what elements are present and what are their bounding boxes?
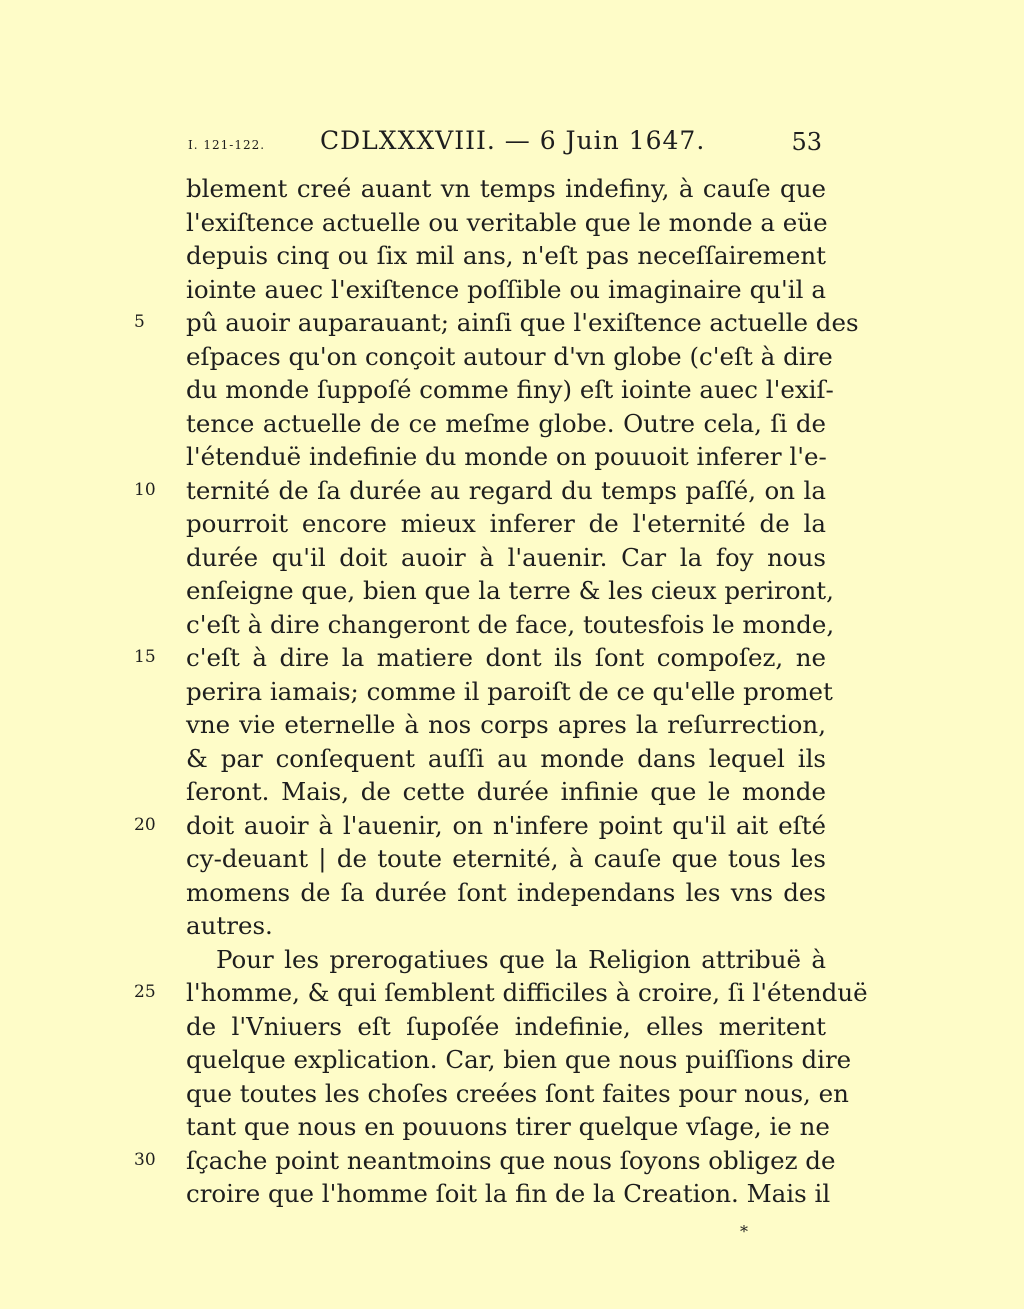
text-line <box>134 306 859 340</box>
text-line <box>186 909 826 943</box>
line-text: durée qu'il doit auoir à l'auenir. Car la foy nous <box>186 542 826 572</box>
line-text: vne vie eternelle à nos corps apres la reſurrection, <box>186 710 826 739</box>
line-text: iointe auec l'exiſtence poſſible ou imaginaire qu'il a <box>186 274 826 304</box>
text-line <box>186 541 826 575</box>
text-line <box>186 943 826 977</box>
line-text: que toutes les choſes creées ſont faites pour nous, en <box>186 1078 849 1108</box>
text-line <box>186 340 833 374</box>
text-line <box>186 206 826 240</box>
text-line <box>134 809 826 843</box>
text-line <box>186 1010 826 1044</box>
text-line <box>186 1077 849 1111</box>
line-text: depuis cinq ou ſix mil ans, n'eſt pas neceſſairement <box>186 241 826 270</box>
footer-asterisk: * <box>740 1222 748 1241</box>
line-text: ſçache point neantmoins que nous ſoyons obligez de <box>186 1145 836 1175</box>
letter-title: CDLXXXVIII. — 6 Juin 1647. <box>320 126 706 155</box>
line-text: doit auoir à l'auenir, on n'infere point qu'il ait eſté <box>186 810 826 840</box>
text-line <box>186 407 826 441</box>
text-line <box>186 574 834 608</box>
text-line <box>134 641 826 675</box>
text-line <box>134 1144 836 1178</box>
text-body <box>134 172 868 1211</box>
text-line <box>186 1110 830 1144</box>
line-text: c'eſt à dire la matiere dont ils ſont compoſez, ne <box>186 643 826 672</box>
text-line <box>186 608 835 642</box>
line-text: tant que nous en pouuons tirer quelque vſage, ie ne <box>186 1112 830 1141</box>
line-text: pû auoir auparauant; ainſi que l'exiſtence actuelle des <box>186 308 859 337</box>
line-text: Pour les prerogatiues que la Religion attribuë à <box>216 944 826 974</box>
line-number: 5 <box>134 312 145 332</box>
line-text: du monde ſuppoſé comme finy) eſt iointe auec l'exiſ- <box>186 375 834 404</box>
text-line <box>186 440 826 474</box>
text-line <box>186 507 826 541</box>
line-text: tence actuelle de ce meſme globe. Outre cela, ſi de <box>186 408 826 438</box>
line-text: momens de ſa durée ſont independans les vns des <box>186 877 826 907</box>
text-line <box>186 239 826 273</box>
line-text: l'exiſtence actuelle ou veritable que le monde a eüe <box>186 207 828 237</box>
text-line <box>186 273 826 307</box>
page-number: 53 <box>791 128 822 156</box>
line-number: 10 <box>134 479 156 500</box>
text-line <box>186 876 826 910</box>
line-text: de l'Vniuers eſt ſupoſée indefinie, elles meritent <box>186 1011 826 1041</box>
text-line <box>134 474 826 508</box>
line-text: pourroit encore mieux inferer de l'eternité de la <box>186 509 826 538</box>
line-text: l'étenduë indefinie du monde on pouuoit inferer l'e- <box>186 442 827 471</box>
text-line <box>186 172 826 206</box>
line-text: perira iamais; comme il paroiſt de ce qu'elle promet <box>186 676 833 706</box>
text-line <box>186 742 826 776</box>
line-text: eſpaces qu'on conçoit autour d'vn globe (c'eſt à dire <box>186 341 833 371</box>
text-line <box>186 373 834 407</box>
line-text: quelque explication. Car, bien que nous puiſſions dire <box>186 1045 852 1074</box>
text-line <box>186 1177 831 1211</box>
line-text: & par conſequent auſſi au monde dans lequel ils <box>186 743 826 773</box>
line-text: croire que l'homme ſoit la fin de la Creation. Mais il <box>186 1179 831 1208</box>
line-number: 25 <box>134 982 156 1002</box>
text-line <box>186 708 826 742</box>
text-line <box>186 775 826 809</box>
line-number: 15 <box>134 647 156 667</box>
text-line <box>186 842 826 876</box>
text-line <box>186 1043 852 1077</box>
line-text: l'homme, & qui ſemblent difficiles à croire, ſi l'étenduë <box>186 978 868 1007</box>
text-line <box>186 675 833 709</box>
line-text: ſeront. Mais, de cette durée infinie que le monde <box>186 777 826 806</box>
line-text: ternité de ſa durée au regard du temps paſſé, on la <box>186 475 826 505</box>
line-number: 20 <box>134 814 156 835</box>
volume-reference: I. 121-122. <box>188 138 266 152</box>
running-header <box>188 126 828 166</box>
line-text: c'eſt à dire changeront de face, toutesfois le monde, <box>186 609 835 639</box>
line-text: cy-deuant | de toute eternité, à cauſe que tous les <box>186 844 826 873</box>
line-number: 30 <box>134 1149 156 1170</box>
text-line <box>134 976 868 1010</box>
line-text: enſeigne que, bien que la terre & les cieux periront, <box>186 576 834 605</box>
line-text: autres. <box>186 911 273 940</box>
line-text: blement creé auant vn temps indefiny, à cauſe que <box>186 174 826 203</box>
